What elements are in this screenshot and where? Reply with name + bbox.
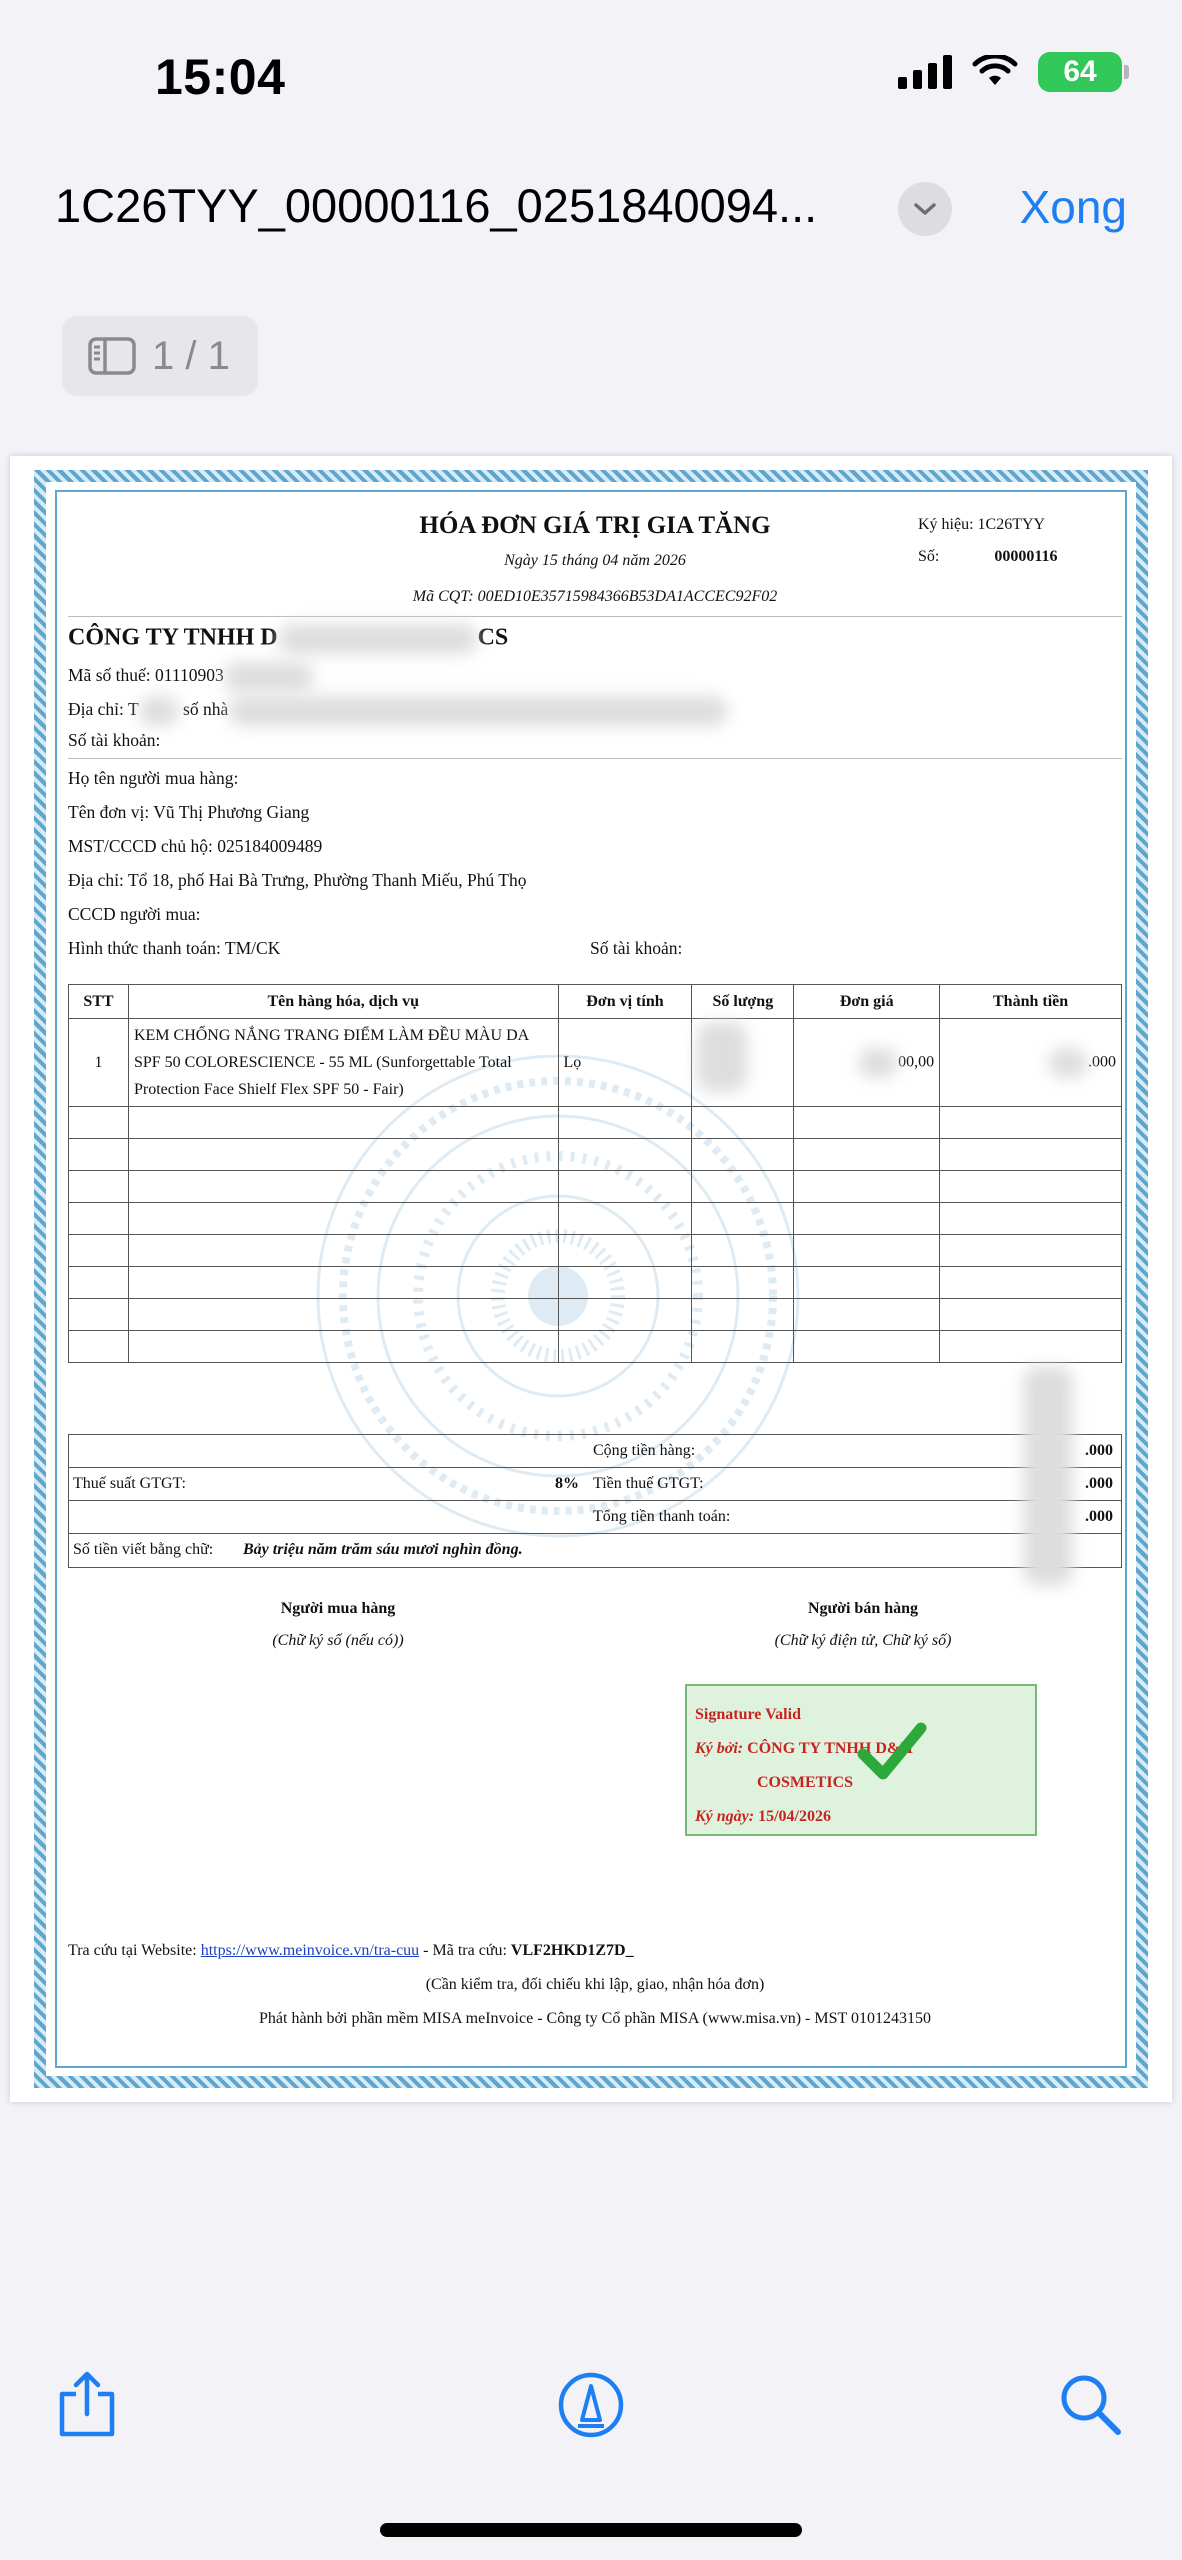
vat-label: Tiền thuế GTGT: bbox=[593, 1475, 704, 1492]
seller-company-name: CÔNG TY TNHH D bbox=[68, 624, 278, 651]
row-amount bbox=[940, 1019, 1122, 1107]
col-stt: STT bbox=[69, 985, 129, 1019]
buyer-signature-note: (Chữ ký số (nếu có)) bbox=[272, 1632, 404, 1649]
battery-level: 64 bbox=[1063, 55, 1097, 88]
status-icons bbox=[898, 52, 1122, 92]
issuer-line: Phát hành bởi phần mềm MISA meInvoice - Công ty Cổ phần MISA (www.misa.vn) - MST 0101243150 bbox=[259, 2010, 931, 2027]
seller-account: Số tài khoản: bbox=[68, 730, 161, 750]
buyer-signature-title: Người mua hàng bbox=[280, 1600, 396, 1617]
home-indicator[interactable] bbox=[380, 2523, 802, 2537]
digital-signature-box[interactable] bbox=[685, 1684, 1037, 1836]
buyer-tax-code: MST/CCCD chủ hộ: 025184009489 bbox=[68, 836, 323, 856]
table-row bbox=[69, 1203, 1122, 1235]
sidebar-icon bbox=[88, 337, 136, 375]
col-amount: Thành tiền bbox=[940, 985, 1122, 1019]
seller-address-text: Địa chỉ: T bbox=[68, 699, 139, 720]
cellular-signal-icon bbox=[898, 55, 952, 89]
title-menu-button[interactable] bbox=[898, 182, 952, 236]
redacted-area bbox=[858, 1048, 898, 1078]
redacted-area bbox=[1048, 1048, 1088, 1078]
redacted-area bbox=[1023, 1366, 1073, 1586]
seller-company-tail: CS bbox=[477, 624, 509, 651]
verification-note: (Cần kiểm tra, đối chiếu khi lập, giao, nhận hóa đơn) bbox=[425, 1976, 765, 1993]
done-button[interactable]: Xong bbox=[1019, 181, 1127, 233]
vat-rate-value: 8% bbox=[555, 1475, 579, 1492]
lookup-link[interactable]: https://www.meinvoice.vn/tra-cuu bbox=[200, 1942, 420, 1959]
vat-row bbox=[69, 1468, 1121, 1501]
amount-in-words: Bảy triệu năm trăm sáu mươi nghìn đồng. bbox=[243, 1541, 523, 1558]
col-unit-price: Đơn giá bbox=[794, 985, 940, 1019]
table-row bbox=[69, 1107, 1122, 1139]
signed-date-label: Ký ngày: bbox=[695, 1808, 755, 1825]
row-unit-price-text: 00,00 bbox=[898, 1053, 935, 1071]
divider bbox=[68, 758, 1122, 759]
redacted-area bbox=[278, 624, 478, 654]
buyer-address: Địa chỉ: Tổ 18, phố Hai Bà Trưng, Phường Thanh Miếu, Phú Thọ bbox=[68, 870, 527, 890]
seller-tax-code bbox=[68, 662, 314, 692]
row-unit: Lọ bbox=[558, 1019, 692, 1107]
status-time: 15:04 bbox=[155, 49, 286, 105]
total-label: Tổng tiền thanh toán: bbox=[593, 1508, 731, 1525]
payment-method: Hình thức thanh toán: TM/CK bbox=[68, 938, 281, 958]
amount-in-words-row bbox=[69, 1534, 1121, 1567]
row-item-name: KEM CHỐNG NẮNG TRANG ĐIỂM LÀM ĐỀU MÀU DA SPF 50 COLORESCIENCE - 55 ML (Sunforgettable Total Protection Face Shielf Flex SPF 50 - Fair) bbox=[128, 1019, 558, 1107]
seller-tax-code-text: Mã số thuế: 01110903 bbox=[68, 665, 224, 686]
lookup-line bbox=[68, 1942, 634, 1960]
vat-rate-label: Thuế suất GTGT: bbox=[73, 1475, 186, 1492]
totals-section bbox=[68, 1434, 1122, 1568]
amount-in-words-label: Số tiền viết bằng chữ: bbox=[73, 1541, 214, 1558]
redacted-area bbox=[224, 662, 314, 692]
markup-icon[interactable] bbox=[556, 2370, 626, 2440]
signed-by-value: CÔNG TY TNHH D&H bbox=[747, 1740, 913, 1757]
share-icon[interactable] bbox=[52, 2370, 122, 2440]
invoice-date: Ngày 15 tháng 04 năm 2026 bbox=[504, 552, 686, 569]
document-title: 1C26TYY_00000116_0251840094... bbox=[55, 179, 818, 232]
lookup-code-label: - Mã tra cứu: bbox=[423, 1942, 507, 1959]
signed-date-value: 15/04/2026 bbox=[758, 1808, 831, 1825]
search-icon[interactable] bbox=[1056, 2370, 1126, 2440]
invoice-number-value: 00000116 bbox=[994, 548, 1058, 565]
redacted-area bbox=[139, 696, 179, 726]
col-qty: Số lượng bbox=[692, 985, 794, 1019]
page-indicator[interactable] bbox=[62, 316, 258, 396]
signature-valid-text: Signature Valid bbox=[695, 1706, 801, 1723]
total-row bbox=[69, 1501, 1121, 1534]
table-row bbox=[69, 1019, 1122, 1107]
signed-by-line2: COSMETICS bbox=[757, 1774, 854, 1791]
seller-address bbox=[68, 696, 728, 726]
tax-authority-code: Mã CQT: 00ED10E35715984366B53DA1ACCEC92F02 bbox=[412, 588, 778, 605]
total-value: .000 bbox=[1085, 1508, 1113, 1525]
wifi-icon bbox=[972, 55, 1018, 89]
buyer-unit: Tên đơn vị: Vũ Thị Phương Giang bbox=[68, 802, 310, 822]
signed-by-label: Ký bởi: bbox=[695, 1740, 744, 1757]
table-row bbox=[69, 1299, 1122, 1331]
table-header-row bbox=[69, 985, 1122, 1019]
battery-icon bbox=[1038, 52, 1122, 92]
redacted-area bbox=[697, 1022, 747, 1092]
invoice-title: HÓA ĐƠN GIÁ TRỊ GIA TĂNG bbox=[419, 512, 771, 539]
table-row bbox=[69, 1267, 1122, 1299]
invoice-number-label: Số: bbox=[918, 548, 940, 565]
row-qty bbox=[692, 1019, 794, 1107]
page-count: 1 / 1 bbox=[152, 333, 230, 378]
vat-value: .000 bbox=[1085, 1475, 1113, 1492]
lookup-code: VLF2HKD1Z7D_ bbox=[510, 1942, 634, 1959]
table-row bbox=[69, 1235, 1122, 1267]
seller-signature-title: Người bán hàng bbox=[807, 1600, 919, 1617]
seller-signature-note: (Chữ ký điện tử, Chữ ký số) bbox=[774, 1632, 952, 1649]
invoice-symbol: Ký hiệu: 1C26TYY bbox=[918, 516, 1046, 533]
buyer-account: Số tài khoản: bbox=[590, 938, 683, 958]
table-row bbox=[69, 1331, 1122, 1363]
checkmark-icon bbox=[857, 1722, 927, 1782]
items-table bbox=[68, 984, 1122, 1363]
subtotal-label: Cộng tiền hàng: bbox=[593, 1442, 696, 1459]
divider bbox=[68, 616, 1122, 617]
invoice-number bbox=[918, 548, 1057, 566]
subtotal-row bbox=[69, 1435, 1121, 1468]
seller-address-mid: số nhà bbox=[183, 699, 229, 720]
buyer-name: Họ tên người mua hàng: bbox=[68, 768, 239, 788]
table-row bbox=[69, 1139, 1122, 1171]
col-name: Tên hàng hóa, dịch vụ bbox=[128, 985, 558, 1019]
lookup-prefix: Tra cứu tại Website: bbox=[68, 1942, 197, 1959]
redacted-area bbox=[228, 696, 728, 726]
col-unit: Đơn vị tính bbox=[558, 985, 692, 1019]
seller-company bbox=[68, 624, 508, 654]
row-unit-price bbox=[794, 1019, 940, 1107]
row-stt: 1 bbox=[69, 1019, 129, 1107]
chevron-down-icon bbox=[913, 201, 937, 217]
signed-date bbox=[695, 1800, 1027, 1834]
table-row bbox=[69, 1171, 1122, 1203]
row-amount-text: .000 bbox=[1088, 1053, 1116, 1071]
subtotal-value: .000 bbox=[1085, 1442, 1113, 1459]
buyer-id: CCCD người mua: bbox=[68, 904, 201, 924]
invoice-page[interactable] bbox=[10, 456, 1172, 2102]
